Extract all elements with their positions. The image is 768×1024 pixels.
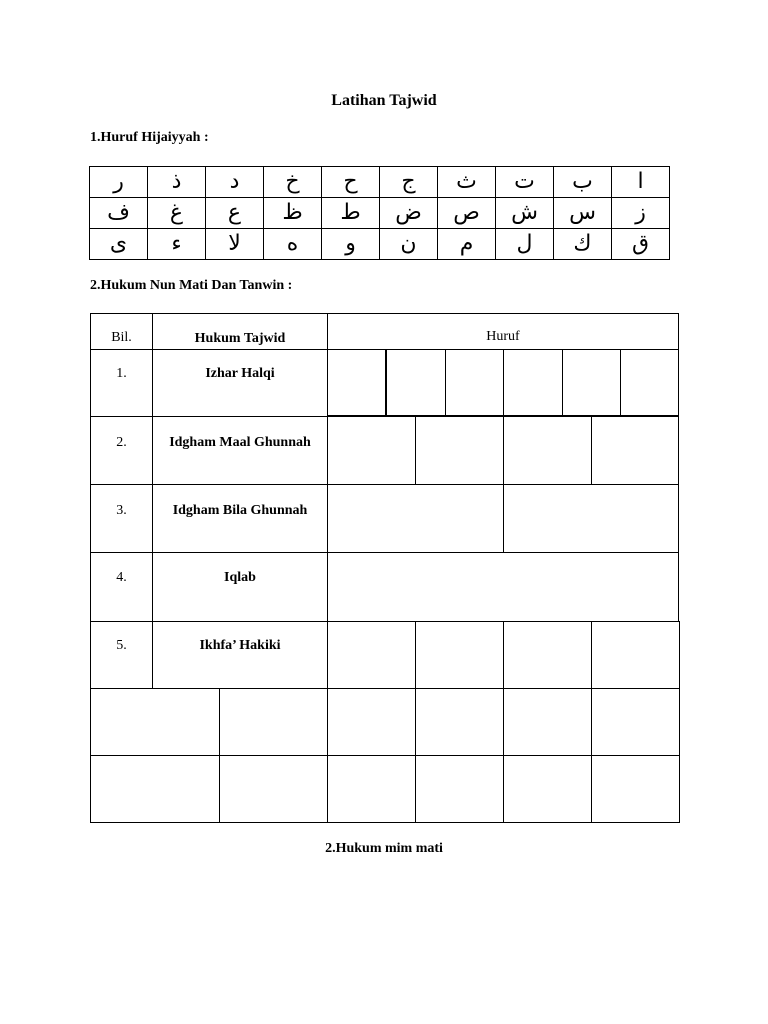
- blank-cell[interactable]: [90, 755, 220, 823]
- blank-cell[interactable]: [90, 688, 220, 756]
- hijaiyyah-letter: د: [206, 167, 264, 198]
- blank-cell[interactable]: [415, 688, 504, 756]
- answer-cell[interactable]: [327, 621, 416, 689]
- hijaiyyah-letter: ز: [612, 198, 670, 229]
- answer-cell[interactable]: [327, 484, 504, 553]
- hijaiyyah-letter: س: [554, 198, 612, 229]
- hijaiyyah-letter: خ: [264, 167, 322, 198]
- answer-cell[interactable]: [415, 416, 504, 485]
- hijaiyyah-letter: ى: [90, 229, 148, 260]
- section-heading-nun-mati: 2.Hukum Nun Mati Dan Tanwin :: [90, 278, 293, 293]
- answer-cell[interactable]: [503, 416, 592, 485]
- hijaiyyah-letter: ص: [438, 198, 496, 229]
- blank-cell[interactable]: [219, 688, 328, 756]
- table-row-hukum: Izhar Halqi: [152, 349, 328, 417]
- hijaiyyah-letter: ا: [612, 167, 670, 198]
- hijaiyyah-letter: ت: [496, 167, 554, 198]
- hijaiyyah-letter: ل: [496, 229, 554, 260]
- section-heading-huruf-hijaiyyah: 1.Huruf Hijaiyyah :: [90, 130, 209, 145]
- table-row-bil: 1.: [90, 349, 153, 417]
- hijaiyyah-letter: ه: [264, 229, 322, 260]
- header-huruf: Huruf: [327, 313, 679, 350]
- table-row-hukum: Idgham Bila Ghunnah: [152, 484, 328, 553]
- blank-cell[interactable]: [327, 688, 416, 756]
- blank-cell[interactable]: [591, 755, 680, 823]
- hijaiyyah-letter: ح: [322, 167, 380, 198]
- answer-cell[interactable]: [327, 349, 387, 417]
- hijaiyyah-letter: ع: [206, 198, 264, 229]
- table-row-hukum: Ikhfa’ Hakiki: [152, 621, 328, 689]
- hijaiyyah-letter: ق: [612, 229, 670, 260]
- table-row-bil: 3.: [90, 484, 153, 553]
- table-row-bil: 5.: [90, 621, 153, 689]
- answer-cell[interactable]: [385, 349, 446, 417]
- hijaiyyah-letter: ء: [148, 229, 206, 260]
- answer-cell[interactable]: [503, 484, 679, 553]
- table-row-bil: 4.: [90, 552, 153, 622]
- hijaiyyah-letter: ض: [380, 198, 438, 229]
- answer-cell[interactable]: [562, 349, 621, 417]
- hijaiyyah-letter: ط: [322, 198, 380, 229]
- hijaiyyah-letter: ر: [90, 167, 148, 198]
- blank-cell[interactable]: [327, 755, 416, 823]
- hijaiyyah-letter: م: [438, 229, 496, 260]
- answer-cell[interactable]: [620, 349, 679, 417]
- hijaiyyah-letter: ش: [496, 198, 554, 229]
- section-heading-mim-mati: 2.Hukum mim mati: [325, 841, 443, 856]
- table-row-hukum: Iqlab: [152, 552, 328, 622]
- hijaiyyah-letter: لا: [206, 229, 264, 260]
- page-title: Latihan Tajwid: [331, 92, 437, 109]
- header-hukum-tajwid: Hukum Tajwid: [152, 313, 328, 350]
- answer-cell[interactable]: [503, 621, 592, 689]
- answer-cell[interactable]: [591, 621, 680, 689]
- blank-cell[interactable]: [219, 755, 328, 823]
- hijaiyyah-letter: ك: [554, 229, 612, 260]
- header-bil: Bil.: [90, 313, 153, 350]
- answer-cell[interactable]: [327, 552, 679, 622]
- answer-cell[interactable]: [445, 349, 504, 417]
- hijaiyyah-letter: و: [322, 229, 380, 260]
- table-row-bil: 2.: [90, 416, 153, 485]
- hijaiyyah-letter: ب: [554, 167, 612, 198]
- hijaiyyah-letter: ج: [380, 167, 438, 198]
- answer-cell[interactable]: [503, 349, 563, 417]
- answer-cell[interactable]: [591, 416, 679, 485]
- blank-cell[interactable]: [503, 755, 592, 823]
- answer-cell[interactable]: [415, 621, 504, 689]
- hijaiyyah-letter: ظ: [264, 198, 322, 229]
- hijaiyyah-letter: ث: [438, 167, 496, 198]
- hijaiyyah-letter: ذ: [148, 167, 206, 198]
- hijaiyyah-letter: غ: [148, 198, 206, 229]
- hijaiyyah-letter: ن: [380, 229, 438, 260]
- table-row-hukum: Idgham Maal Ghunnah: [152, 416, 328, 485]
- blank-cell[interactable]: [591, 688, 680, 756]
- hijaiyyah-letter: ف: [90, 198, 148, 229]
- answer-cell[interactable]: [327, 416, 416, 485]
- blank-cell[interactable]: [503, 688, 592, 756]
- blank-cell[interactable]: [415, 755, 504, 823]
